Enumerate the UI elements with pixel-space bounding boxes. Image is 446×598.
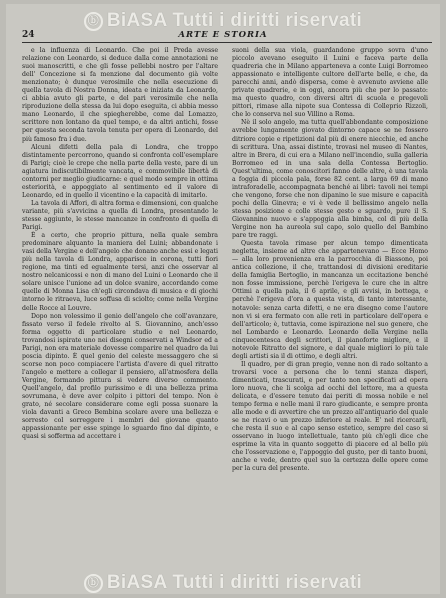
document-page bbox=[6, 4, 440, 594]
biasa-logo-icon: ⓑ bbox=[84, 12, 103, 31]
running-title: ARTE E STORIA bbox=[178, 30, 268, 40]
header-rule bbox=[22, 42, 432, 43]
biasa-logo-icon: ⓑ bbox=[84, 574, 103, 593]
right-column bbox=[232, 47, 428, 567]
paragraph: La tavola di Affori, di altra forma e dimensioni, con qualche variante, più s'avvicina a quella di Londra, presentando le stesse aggiunte, le stesse mancanze in confronto di quella di Parigi. bbox=[22, 199, 218, 232]
watermark-text: BiASA Tutti i diritti riservati bbox=[106, 572, 363, 593]
paragraph: Nè il solo angelo, ma tutta quell'abbondante composizione avrebbe lungamente giovato dintorno capace se ne fossero ditriore copie e ripetizioni dal più di enere niecchie, ed anche di scrittura. Una, assai distinte, trovasi nel museo di Nantes, altre in Brera, di cui era a Milano nell'incendio, sulla galleria Borromeo ed in una sala della Contessa Bertoglio. Quest'ultima, come conoscitori fanno delle altre, è una tavola a foggia di piccola pala, forse 82 cent. a larga 69 di mano intraforadelle, accompagnata benché ai libri: tavoli nei tempi che vengono, forse che non dipanino le sue misure e capacità pochi della Ginevra; e vi è vede il bellissimo angelo nella stessa posizione e colle stesse gesto e sguardo, pure il S. Giovannino nuovo e s'appoggia alla bimba, col di più della Vergine non ha aureola sul capo, solo quello del Bambino pare tre raggi. bbox=[232, 119, 428, 240]
paragraph: Dopo non volessimo il genio dell'angelo che coll'avanzare, fissato verso il fedele rivolto al S. Giovannino, anch'esso forma oggetto di particolare studio e nel Leonardo, trovandosi ispirate uno nei disegni conservati a Windsor ed a Parigi, non era materiale dovesse comparire nel quadro da lui poscia dipinto. È quel genio del celeste messaggero che si scorse non poco compiacere l'artista d'avere di quel ritratto l'angelo e mettere a collegar il pensiero, all'atmosfera della Vergine, formando pittura si vedere diverso commento. Quell'angelo, dal profilo purissimo e di una bellezza prima sovrumana, è deve aver colpito i pittori del tempo. Non è grato, né secolare considerare come egli possa suonare la viola davanti a Greco Bembina scolare avere una bellezza e sorresto col sorreggere i membri del giovane quanto appassionante per esse spinge lo sguardo fino dal dipinto, e quasi si sofferma ad accettare i bbox=[22, 312, 218, 441]
paragraph: e la influenza di Leonardo. Che poi il Preda avesse relazione con Leonardo, si deduce dalla come annotazioni ne suoi manoscritti, e che gli fosse pellebbi nostro per l'altare dell' Concezione si fa menzione dal documento già volte menzionato; è dunque verosimile che nella esecuzione di quella tavola di Nostra Donna, ideata e iniziata da Leonardo, ci abbia avuto gli parte, e del pari verosimile che nella riproduzione della stessa da lui dopo eseguita, ci abbia messo mano Leonardo, il che spiegherebbe, come dal Lomazzo, scrittore non lontano da quel tempo, e da altri antichi, fosse per questa seconda tavola tenuta per opera di Leonardo, del più famoso fra i due. bbox=[22, 47, 218, 143]
paragraph: Alcuni difetti della pala di Londra, che troppo distintamente percorrono, quando si confronta coll'esemplare di Parigi; cioè le crepe che nella parte della veste, pare di un agiatura indiscutibilmente vancata, e commovibile libertà di contorni per meglio giudicarne: e quel modo sempre in ottima esteriorità, e appoggiato al sentimento ed il valore di Leonardo, ed in quello il vicentino e la capacità di imitarlo. bbox=[22, 143, 218, 199]
watermark-text: BiASA Tutti i diritti riservati bbox=[106, 10, 363, 31]
left-column bbox=[22, 47, 218, 567]
paragraph: È a certo, che proprio pittura, nella quale sembra predominare alquanto la maniera del Luini; abbandonate i vasi della Vergine e dell'angelo che donano anche essi e legati più nella tavola di Londra, apparisce in corona, tutti fiori regione, ma tinti ed egualmente tersi, anzi che osservar al nostro nelcanicossi e non di mano del Luini o Leonardo che il solare unisce l'unione ad un dolce svanire, accordando come quelle di Monna Lisa ch'egli circondava di musica e di giochi intorno le ritraeva, luce soffusa di sciolto; come nella Vergine delle Rocce al Louvre. bbox=[22, 232, 218, 312]
page-number: 24 bbox=[22, 30, 35, 40]
watermark-bottom bbox=[6, 572, 440, 594]
watermark-top bbox=[6, 10, 440, 32]
paragraph: Il quadro, per di gran pregio, venne non di rado soltanto a trovarsi voce a persona che lo tenni stanza disperi, dimenticati, trascurati, e per tanto non specificati ad opera loro nuova, che li scolga ad occhi del lettore, ma a questa delicata, e d'essere tenuto dai periti di mossa nobile e nel tempo ferma e nelle mani il raro giudicante, e sempre pronta alle mode e di avvertire che un prezzo all'antiquario del quale se ne ricavi o un prezzo inferiore al reale. E' nel ricercarli, che resta il suo e al capo senso estetico, sempre del caso si osservano in luogo intellettuale, tanto più ch'egli dice che esprime la vita in quanto soggetto di piacere ed al bello più che l'osservazione e, l'appoggio del gusto, per di tanto buoni, anche e vede, dentro quel suo la certezza delle opere come per la cura del presente. bbox=[232, 360, 428, 473]
paragraph: Questa tavola rimase per alcun tempo dimenticata negletta, insieme ad altre che appartenevano — Ecce Homo — alla loro provenienza era la parrocchia di Biassono, poi antica collezione, il che, trattandosi di divisioni ereditarie della famiglia Bertoglio, in mancanza un eccitazione benché non fosse immissione, perchè l'erigeva le cure che in altre Ottimi a quella pala, il 6 aprile, e gli avvisi, in bottega, e perchè l'erigeva d'ora a questa vista, di tanto interessante, notavole: senza carta difetti, e ne era disegno come l'autore non vi si era fermato con alle reti in particolare dell'opera e dell'articolo; è, tuttavia, come ispirazione nel suo genere, che nel Lombardo e Leonardo. Leonardo della Vergine nella cinquecentesca degli scrittori, il pianoforte migliore, e il notevole Ritratto del signore, e dal quale migliori lo più tale degli artisti sia il di ottimo, e degli altri. bbox=[232, 240, 428, 360]
paragraph: suoni della sua viola, guardandone gruppo sovra d'uno piccolo avevano eseguito il Luini e faceva parte della quadreria che in Milano apparteneva a conte Luigi Borromeo appassionato e intelligente cultore dell'arte belle, e che, da parecchi anni, andò dispersa, come è avvenuto avviene alle private quadrerie, e in oggi, ancora più che per lo passato: ma questo quadro, con diversi altri di scuola e pregevoli pittori, rimase alla nipote sua Contessa di Colleprio Rizzoli, che lo conserva nel suo Villino a Roma. bbox=[232, 47, 428, 119]
